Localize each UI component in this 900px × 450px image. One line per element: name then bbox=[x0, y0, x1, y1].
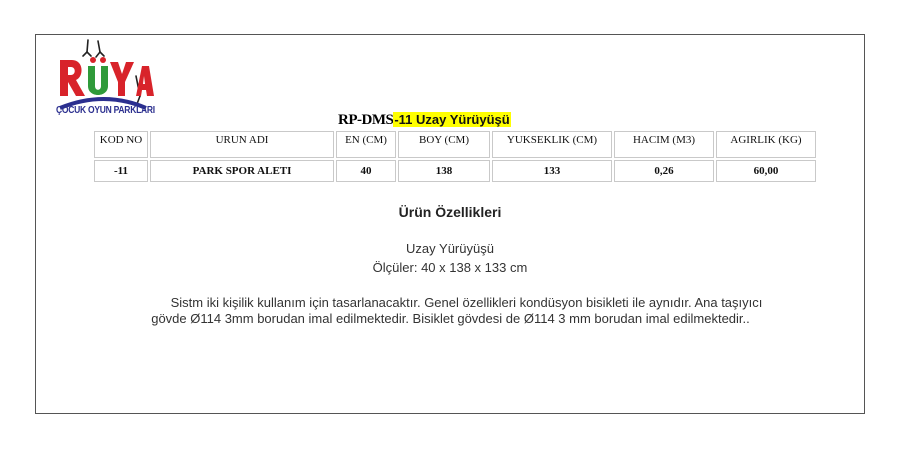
product-title-highlight: -11 Uzay Yürüyüşü bbox=[394, 112, 510, 127]
cell-yukseklik: 133 bbox=[492, 160, 612, 182]
cell-hacim: 0,26 bbox=[614, 160, 714, 182]
cell-en: 40 bbox=[336, 160, 396, 182]
cell-kod-no: -11 bbox=[94, 160, 148, 182]
document-frame bbox=[35, 34, 865, 414]
cell-urun-adi: PARK SPOR ALETI bbox=[150, 160, 334, 182]
product-code: RP-DMS bbox=[338, 112, 394, 128]
features-product-name: Uzay Yürüyüşü bbox=[406, 241, 494, 256]
product-title bbox=[338, 110, 511, 129]
header-en: EN (CM) bbox=[336, 131, 396, 158]
header-kod-no: KOD NO bbox=[94, 131, 148, 158]
header-urun-adi: URUN ADI bbox=[150, 131, 334, 158]
features-heading: Ürün Özellikleri bbox=[398, 204, 502, 220]
cell-agirlik: 60,00 bbox=[716, 160, 816, 182]
features-description-block bbox=[128, 295, 773, 327]
table-row bbox=[94, 160, 816, 182]
header-hacim: HACIM (M3) bbox=[614, 131, 714, 158]
spec-table bbox=[92, 129, 818, 184]
header-agirlik: AGIRLIK (KG) bbox=[716, 131, 816, 158]
cell-boy: 138 bbox=[398, 160, 490, 182]
table-header-row bbox=[94, 131, 816, 158]
header-boy: BOY (CM) bbox=[398, 131, 490, 158]
header-yukseklik: YUKSEKLIK (CM) bbox=[492, 131, 612, 158]
logo-subtitle: ÇOCUK OYUN PARKLARI bbox=[56, 105, 155, 116]
features-dimensions: Ölçüler: 40 x 138 x 133 cm bbox=[372, 260, 528, 275]
features-description: Sistm iki kişilik kullanım için tasarlanacaktır. Genel özellikleri kondüsyon bisikleti ile aynıdır. Ana taşıyıcı gövde Ø114 3mm borudan imal edilmektedir. Bisiklet gövdesi de Ø114 3 mm borudan imal edilmektedir.. bbox=[151, 295, 763, 326]
